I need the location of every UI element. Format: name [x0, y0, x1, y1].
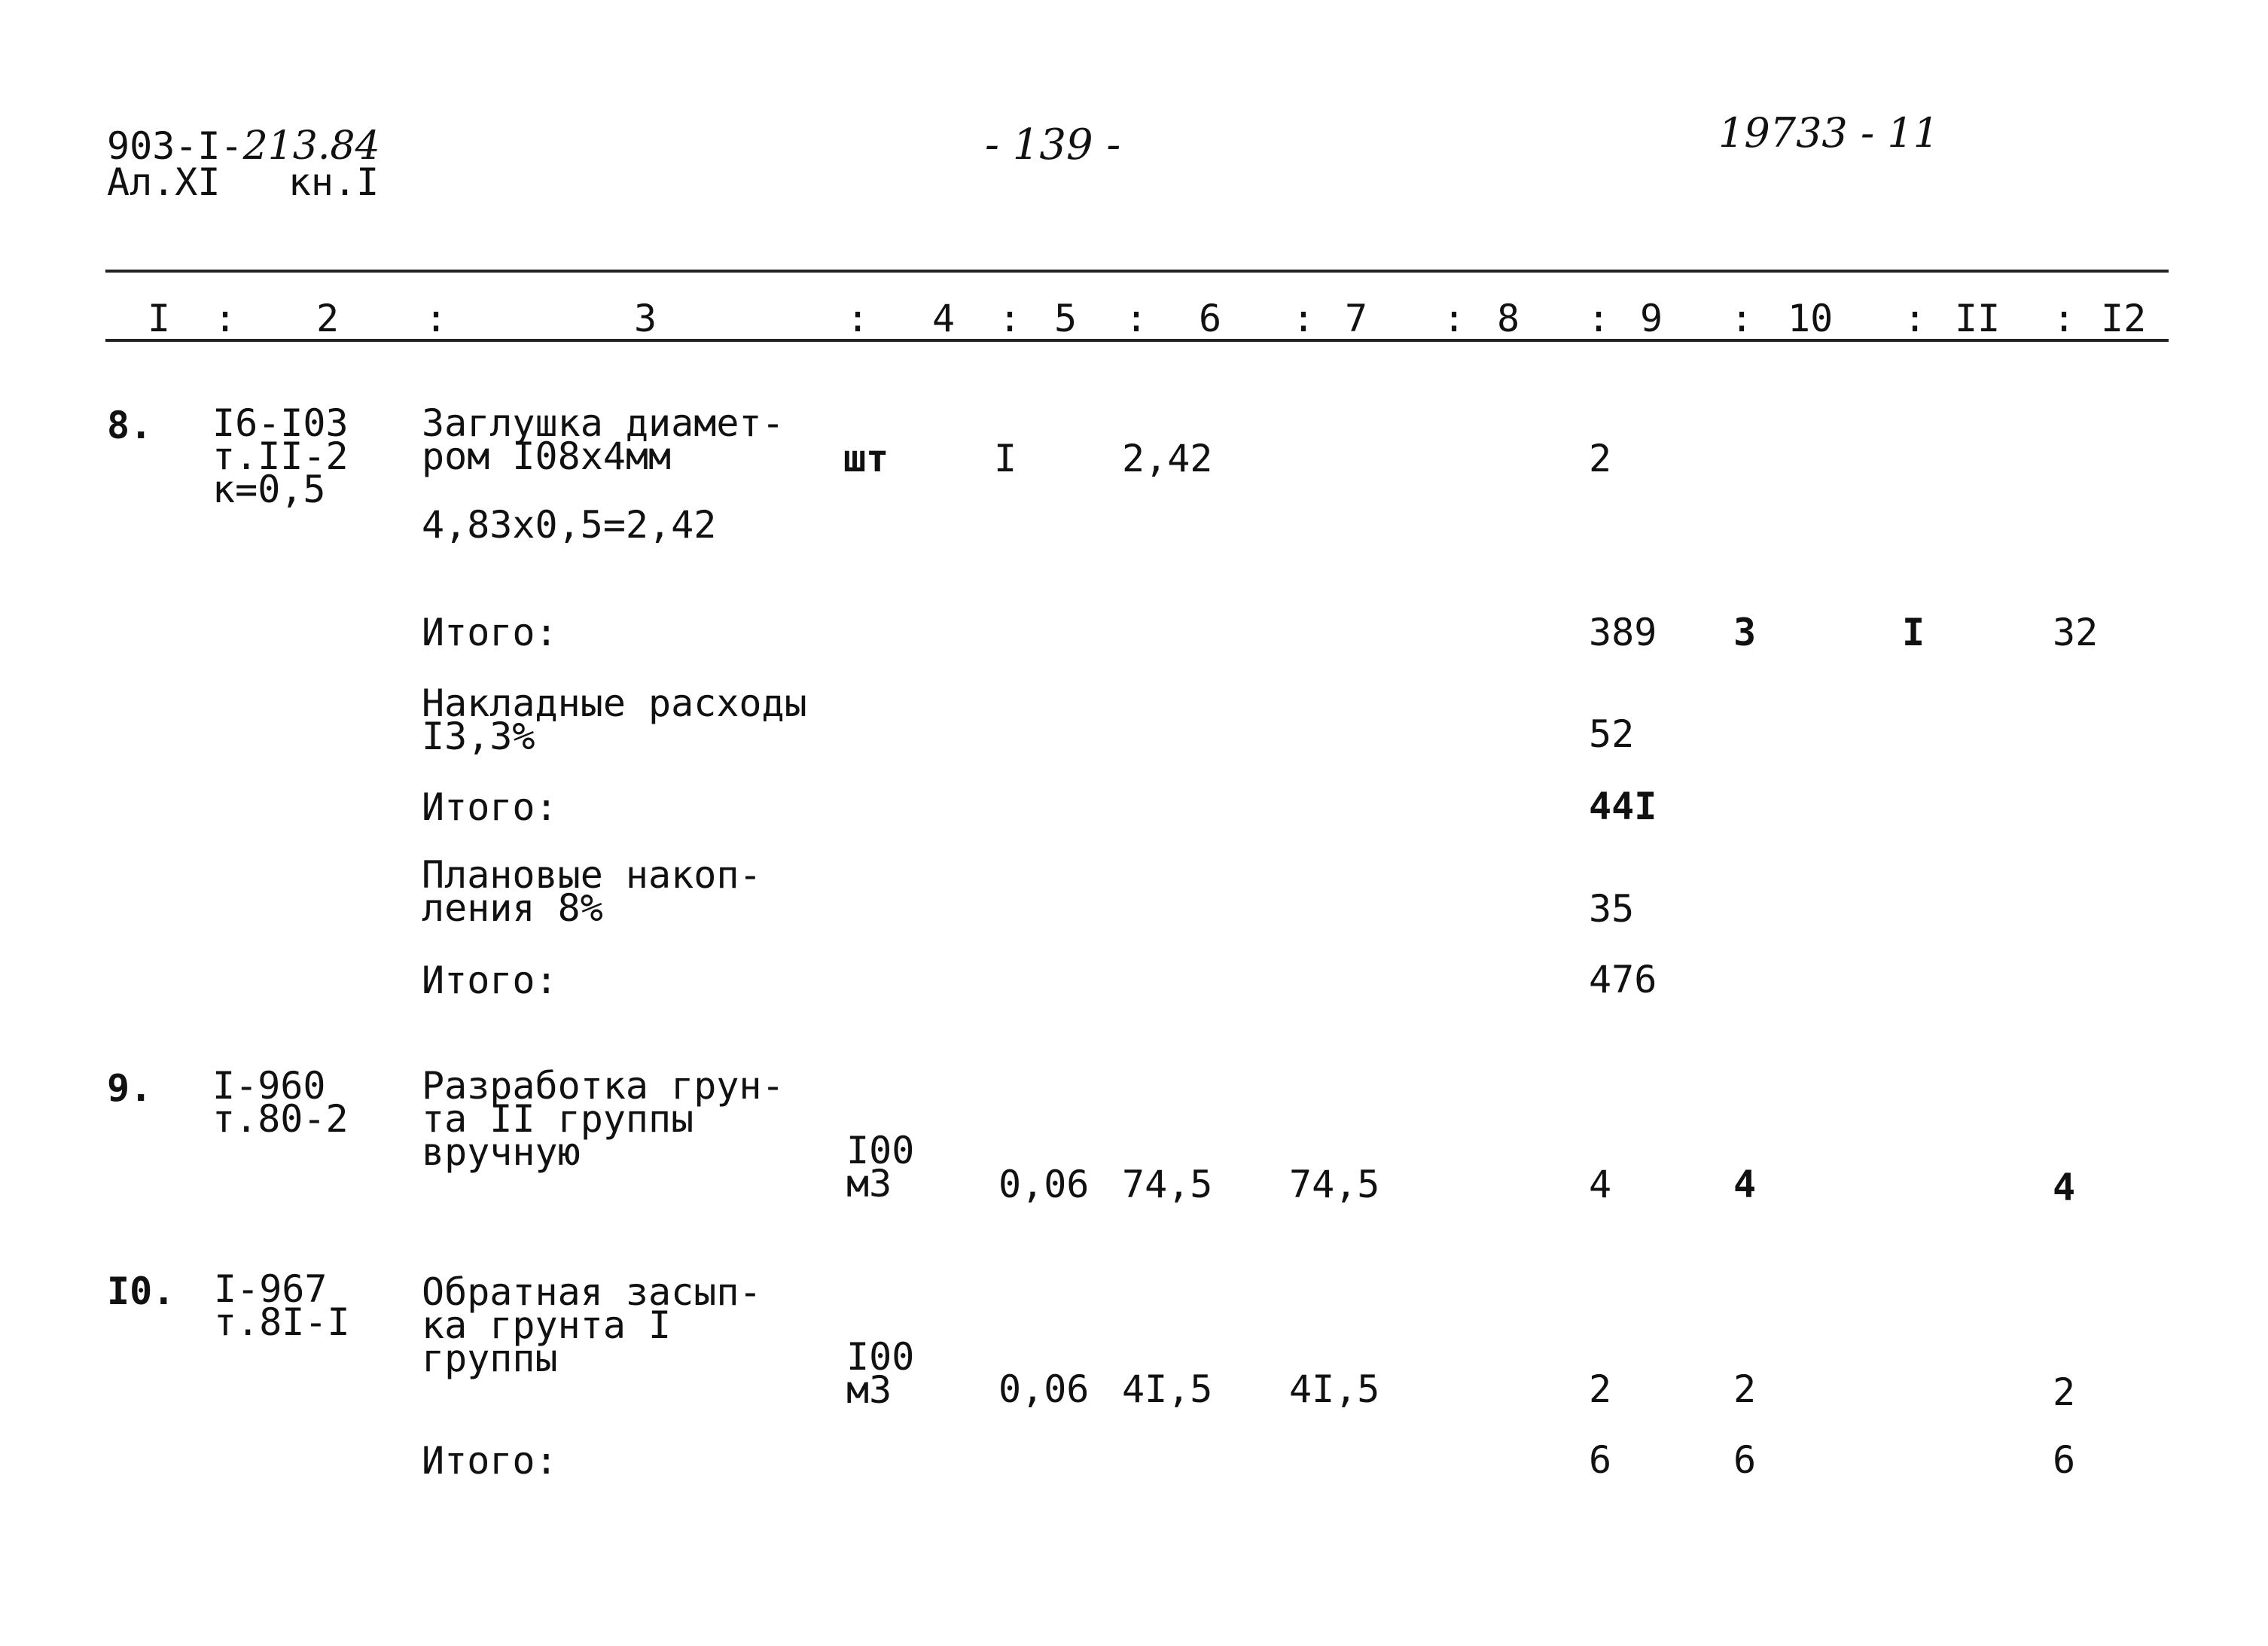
column-separator: : — [1443, 297, 1466, 340]
quantity: 0,06 — [998, 1163, 1090, 1206]
subtotal-label: Итого: — [422, 959, 558, 1002]
cost-col-9: 35 — [1589, 887, 1635, 931]
quantity: I — [994, 437, 1017, 480]
unit-of-measure: I00 м3 — [846, 1129, 915, 1206]
subtotal-label: Итого: — [422, 1439, 558, 1483]
cost-col-11: I — [1902, 611, 1925, 654]
cost-col-12: 4 — [2053, 1166, 2076, 1209]
column-number: 5 — [1054, 297, 1078, 340]
cost-col-9: 389 — [1589, 611, 1657, 654]
cost-col-10: 3 — [1733, 611, 1757, 654]
cost-col-9: 44I — [1589, 785, 1657, 828]
calculation-formula: 4,83x0,5=2,42 — [422, 503, 717, 547]
column-number: 3 — [634, 297, 657, 340]
column-separator: : — [998, 297, 1022, 340]
cost-col-9: 2 — [1589, 437, 1612, 480]
cost-col-12: 2 — [2053, 1370, 2076, 1414]
unit-cost: 74,5 — [1122, 1163, 1213, 1206]
column-number: 6 — [1199, 297, 1222, 340]
unit-of-measure: I00 м3 — [846, 1335, 915, 1412]
column-number: 9 — [1640, 297, 1663, 340]
cost-col-10: 4 — [1733, 1163, 1757, 1206]
work-description: Обратная засып- ка грунта I группы — [422, 1270, 762, 1380]
subtotal-label: Итого: — [422, 785, 558, 829]
document-code — [107, 123, 380, 169]
album-book-label: Ал.XI кн.I — [107, 160, 380, 204]
column-separator: : — [425, 297, 448, 340]
cost-col-9: 6 — [1589, 1438, 1612, 1482]
column-separator: : — [1587, 297, 1611, 340]
column-separator: : — [846, 297, 870, 340]
column-separator: : — [214, 297, 237, 340]
column-number: II — [1955, 297, 2001, 340]
cost-col-9: 4 — [1589, 1163, 1612, 1206]
unit-of-measure: шт — [843, 437, 889, 480]
subtotal-label: Итого: — [422, 611, 558, 654]
column-separator: : — [2053, 297, 2076, 340]
cost-col-12: 6 — [2053, 1438, 2076, 1482]
page-number: - 139 - — [985, 120, 1121, 169]
unit-cost: 2,42 — [1122, 437, 1213, 480]
item-number: I0. — [107, 1270, 175, 1313]
document-code-handwritten: 213.84 — [242, 123, 380, 169]
cost-col-9: 476 — [1589, 958, 1657, 1001]
cost-col-7: 4I,5 — [1289, 1367, 1380, 1411]
cost-col-9: 52 — [1589, 712, 1635, 756]
column-number: 8 — [1497, 297, 1520, 340]
column-separator: : — [1904, 297, 1927, 340]
rate-code: I-960 т.80-2 — [212, 1064, 349, 1141]
column-separator: : — [1125, 297, 1148, 340]
rate-code: I-967 т.8I-I — [214, 1267, 350, 1344]
work-description: Заглушка диамет- ром I08x4мм — [422, 401, 785, 478]
column-number: 7 — [1345, 297, 1368, 340]
column-separator: : — [1730, 297, 1754, 340]
rate-code: I6-I03 т.II-2 к=0,5 — [212, 401, 349, 511]
work-description: Разработка грун- та II группы вручную — [422, 1064, 785, 1174]
column-separator: : — [1292, 297, 1315, 340]
column-number: 4 — [932, 297, 956, 340]
quantity: 0,06 — [998, 1367, 1090, 1411]
unit-cost: 4I,5 — [1122, 1367, 1213, 1411]
column-number: 2 — [316, 297, 340, 340]
cost-col-7: 74,5 — [1289, 1163, 1380, 1206]
planned-savings-label: Плановые накоп- ления 8% — [422, 853, 762, 930]
column-number: I2 — [2101, 297, 2147, 340]
overhead-label: Накладные расходы I3,3% — [422, 681, 807, 758]
column-number: I — [148, 297, 171, 340]
document-code-prefix: 903-I- — [107, 124, 243, 168]
item-number: 8. — [107, 404, 153, 447]
cost-col-10: 2 — [1733, 1367, 1757, 1411]
table-top-rule — [105, 270, 2169, 273]
cost-col-12: 32 — [2053, 611, 2099, 654]
item-number: 9. — [107, 1066, 153, 1110]
cost-col-10: 6 — [1733, 1438, 1757, 1482]
cost-col-9: 2 — [1589, 1367, 1612, 1411]
archive-stamp-number: 19733 - 11 — [1718, 109, 1940, 157]
column-number: 10 — [1788, 297, 1834, 340]
